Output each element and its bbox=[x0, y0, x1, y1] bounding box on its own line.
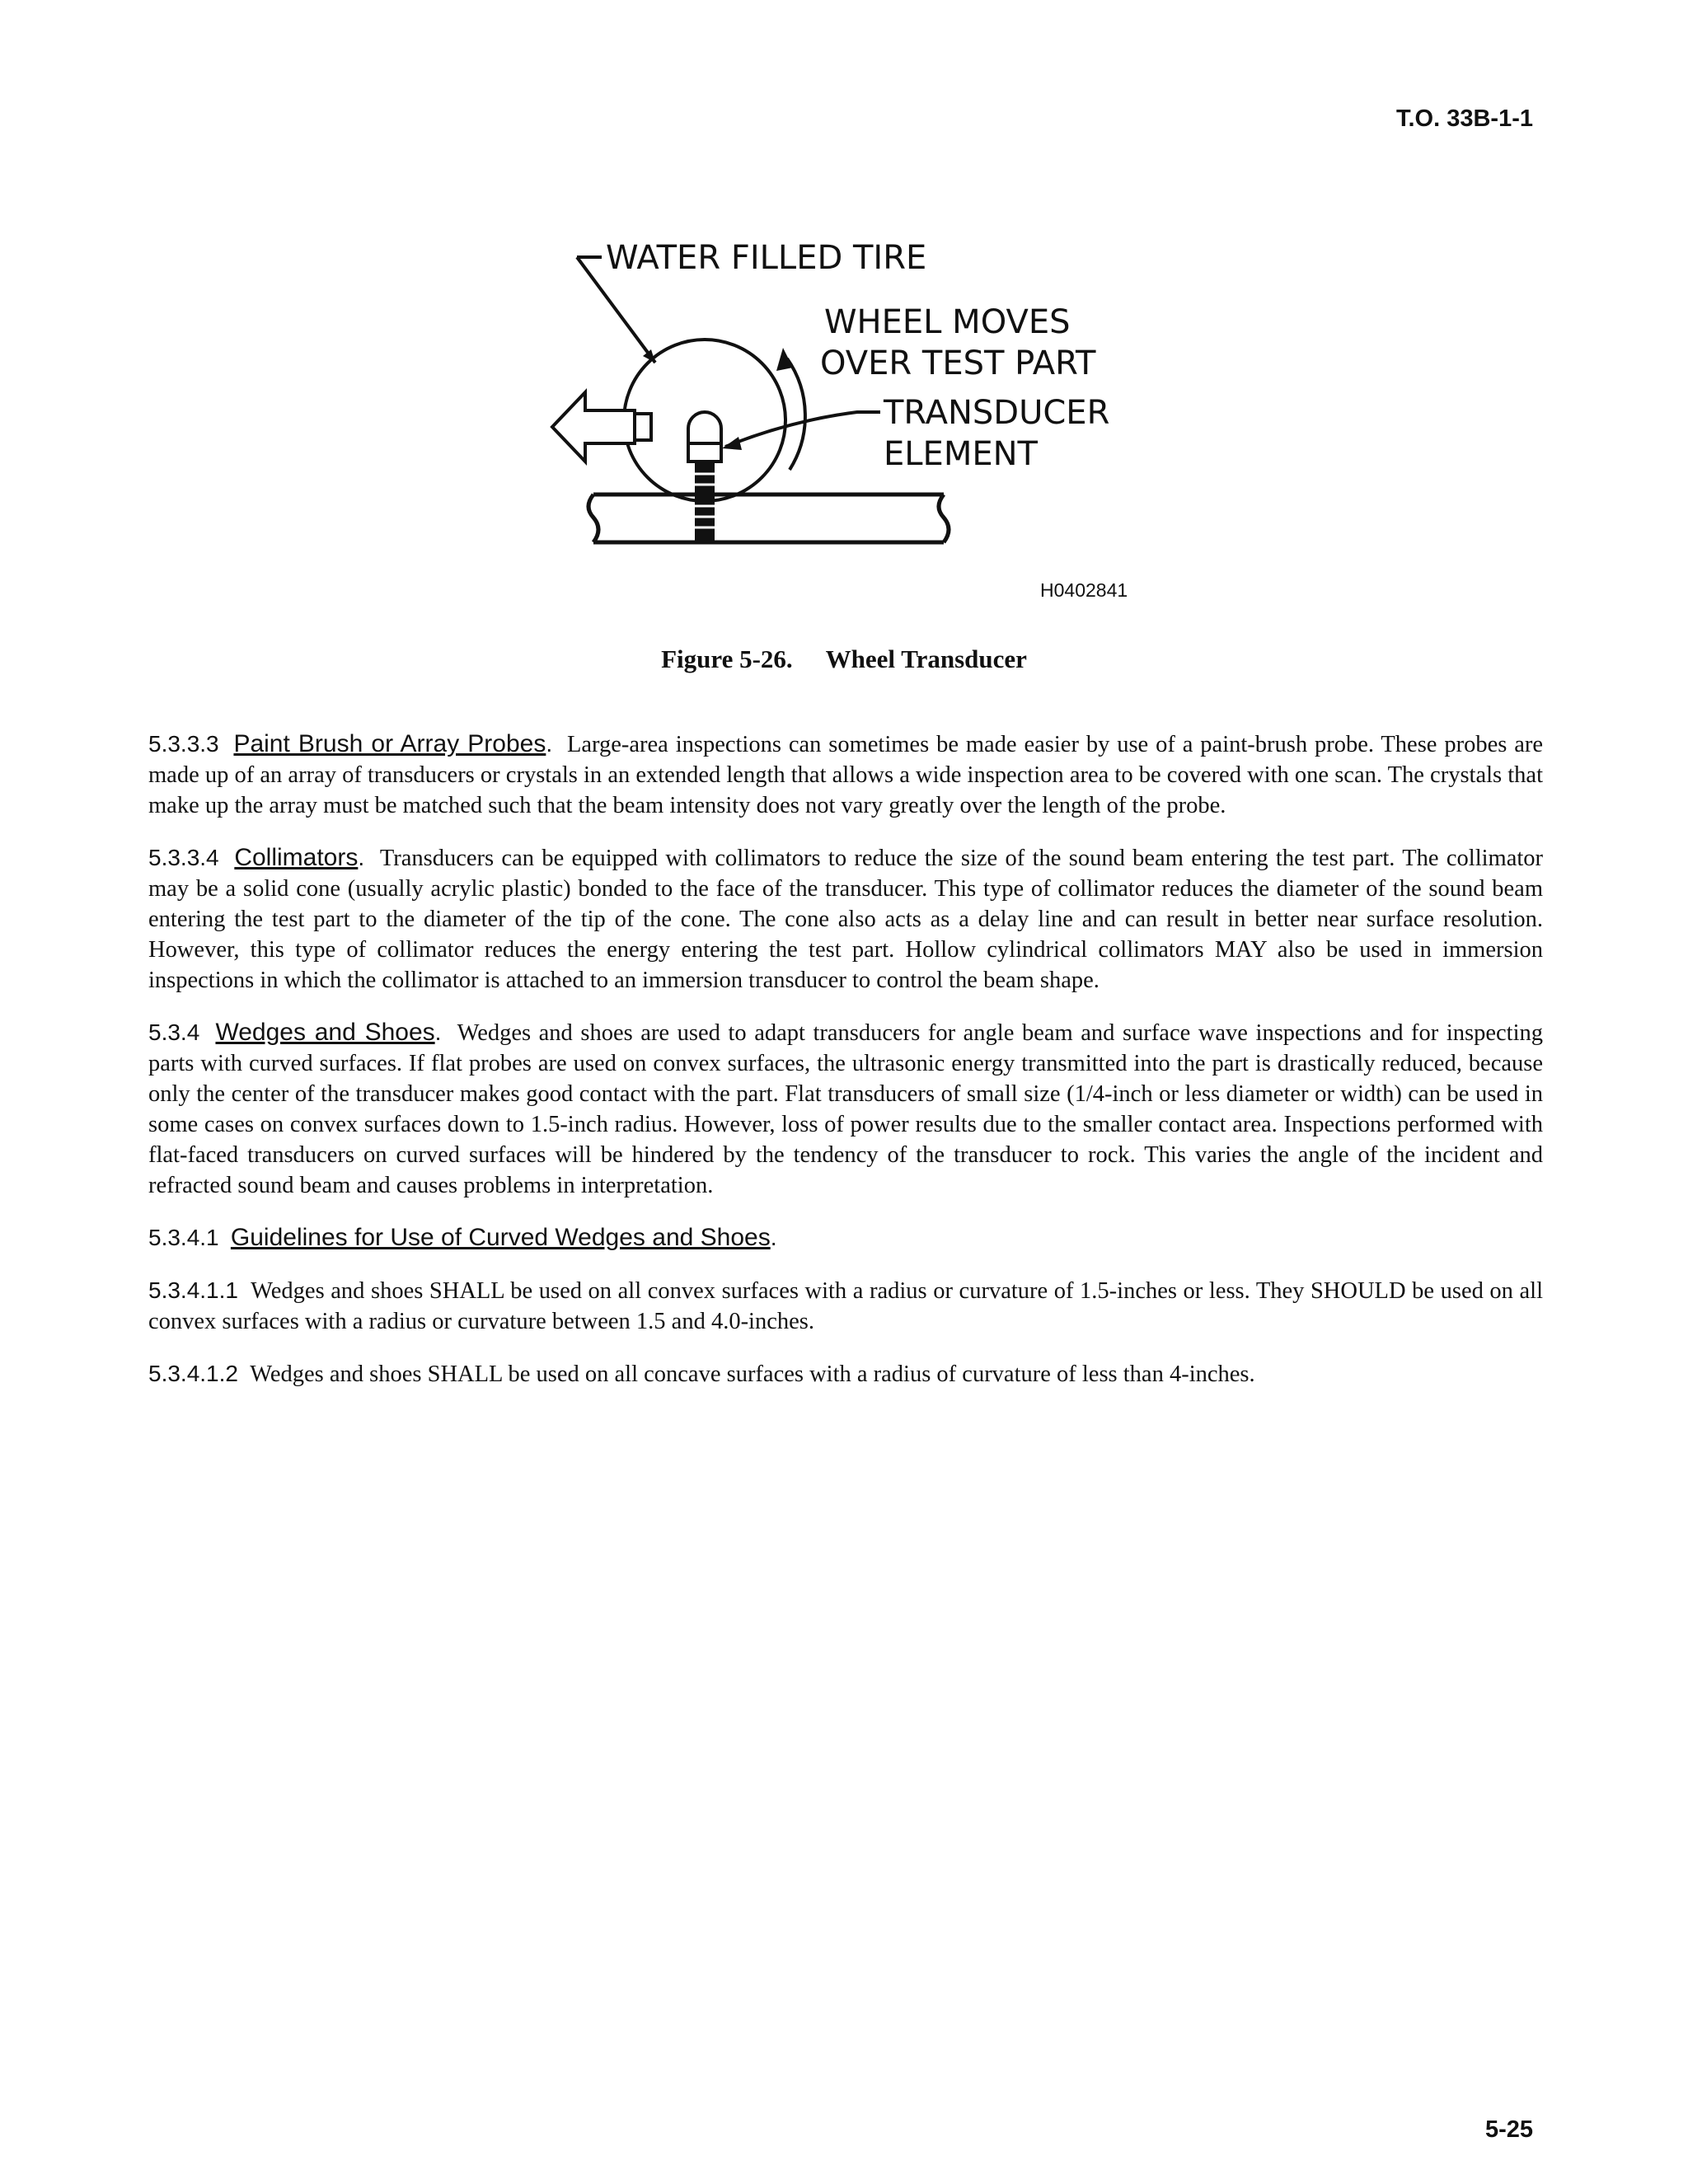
label-wheel-moves-2: OVER TEST PART bbox=[820, 344, 1096, 382]
label-water-filled-tire: WATER FILLED TIRE bbox=[606, 239, 927, 277]
section-text: Wedges and shoes are used to adapt transducers for angle beam and surface wave inspections and for inspecting parts with curved surfaces. If flat probes are used on convex surfaces, the ultrasonic energy transmitted into the part is drastically reduced, because only the center of the transducer makes good contact with the part. Flat transducers of small size (1/4-inch or less diameter or width) can be used in some cases on convex surfaces down to 1.5-inch radius. However, loss of power results due to the smaller contact area. Inspections performed with flat-faced transducers on curved surfaces will be hindered by the tendency of the transducer to rock. This varies the angle of the incident and refracted sound beam and causes problems in interpretation. bbox=[148, 1020, 1544, 1198]
title-period: . bbox=[358, 845, 365, 870]
label-wheel-moves-1: WHEEL MOVES bbox=[824, 303, 1071, 341]
paragraph bbox=[148, 729, 1543, 821]
section-number: 5.3.3.3 bbox=[148, 731, 219, 757]
paragraph bbox=[148, 1222, 1543, 1254]
section-number: 5.3.4.1.1 bbox=[148, 1277, 238, 1303]
section-text: Wedges and shoes SHALL be used on all concave surfaces with a radius of curvature of less than 4-inches. bbox=[250, 1361, 1255, 1387]
section-number: 5.3.4.1.2 bbox=[148, 1361, 238, 1386]
wheel-transducer-figure bbox=[528, 223, 1154, 618]
paragraph bbox=[148, 1017, 1543, 1201]
caption-number: Figure 5-26. bbox=[661, 644, 793, 673]
figure-id: H0402841 bbox=[1040, 579, 1128, 601]
section-number: 5.3.3.4 bbox=[148, 845, 219, 870]
section-number: 5.3.4 bbox=[148, 1019, 200, 1045]
paragraph bbox=[148, 1358, 1543, 1390]
section-number: 5.3.4.1 bbox=[148, 1225, 219, 1250]
section-text: Large-area inspections can sometimes be made easier by use of a paint-brush probe. These probes are made up of an array of transducers or crystals in an extended length that allows a wide inspection area to be covered with one scan. The crystals that make up the array must be matched such that the beam intensity does not vary greatly over the length of the probe. bbox=[148, 732, 1543, 818]
label-transducer-2: ELEMENT bbox=[884, 435, 1038, 473]
title-period: . bbox=[434, 1019, 442, 1045]
body-text bbox=[148, 729, 1543, 1411]
section-text: Transducers can be equipped with collimators to reduce the size of the sound beam entering the test part. The collimator may be a solid cone (usually acrylic plastic) bonded to the face of the transducer. This type of collimator reduces the diameter of the sound beam entering the test part to the diameter of the tip of the cone. The cone also acts as a delay line and can result in better near surface resolution. However, this type of collimator reduces the energy entering the test part. Hollow cylindrical collimators MAY also be used in immersion inspections in which the collimator is attached to an immersion transducer to control the beam shape. bbox=[148, 846, 1544, 993]
caption-title: Wheel Transducer bbox=[825, 644, 1027, 673]
document-id: T.O. 33B-1-1 bbox=[1396, 105, 1533, 132]
figure-caption bbox=[0, 644, 1688, 674]
transducer-element bbox=[688, 412, 721, 542]
paragraph bbox=[148, 1275, 1543, 1337]
section-title: Collimators bbox=[234, 844, 359, 871]
section-title: Guidelines for Use of Curved Wedges and Shoes bbox=[230, 1224, 771, 1251]
section-text: Wedges and shoes SHALL be used on all convex surfaces with a radius or curvature of 1.5-inches or less. They SHOULD be used on all convex surfaces with a radius or curvature between 1.5 and 4.0-inches. bbox=[148, 1278, 1543, 1334]
section-title: Wedges and Shoes bbox=[215, 1019, 435, 1046]
test-part bbox=[588, 494, 949, 542]
title-period: . bbox=[770, 1225, 777, 1250]
label-transducer-1: TRANSDUCER bbox=[884, 394, 1110, 432]
page-number: 5-25 bbox=[1484, 2116, 1533, 2143]
title-period: . bbox=[546, 731, 553, 757]
paragraph bbox=[148, 842, 1543, 996]
section-title: Paint Brush or Array Probes bbox=[233, 730, 546, 757]
direction-arrow bbox=[552, 392, 651, 462]
